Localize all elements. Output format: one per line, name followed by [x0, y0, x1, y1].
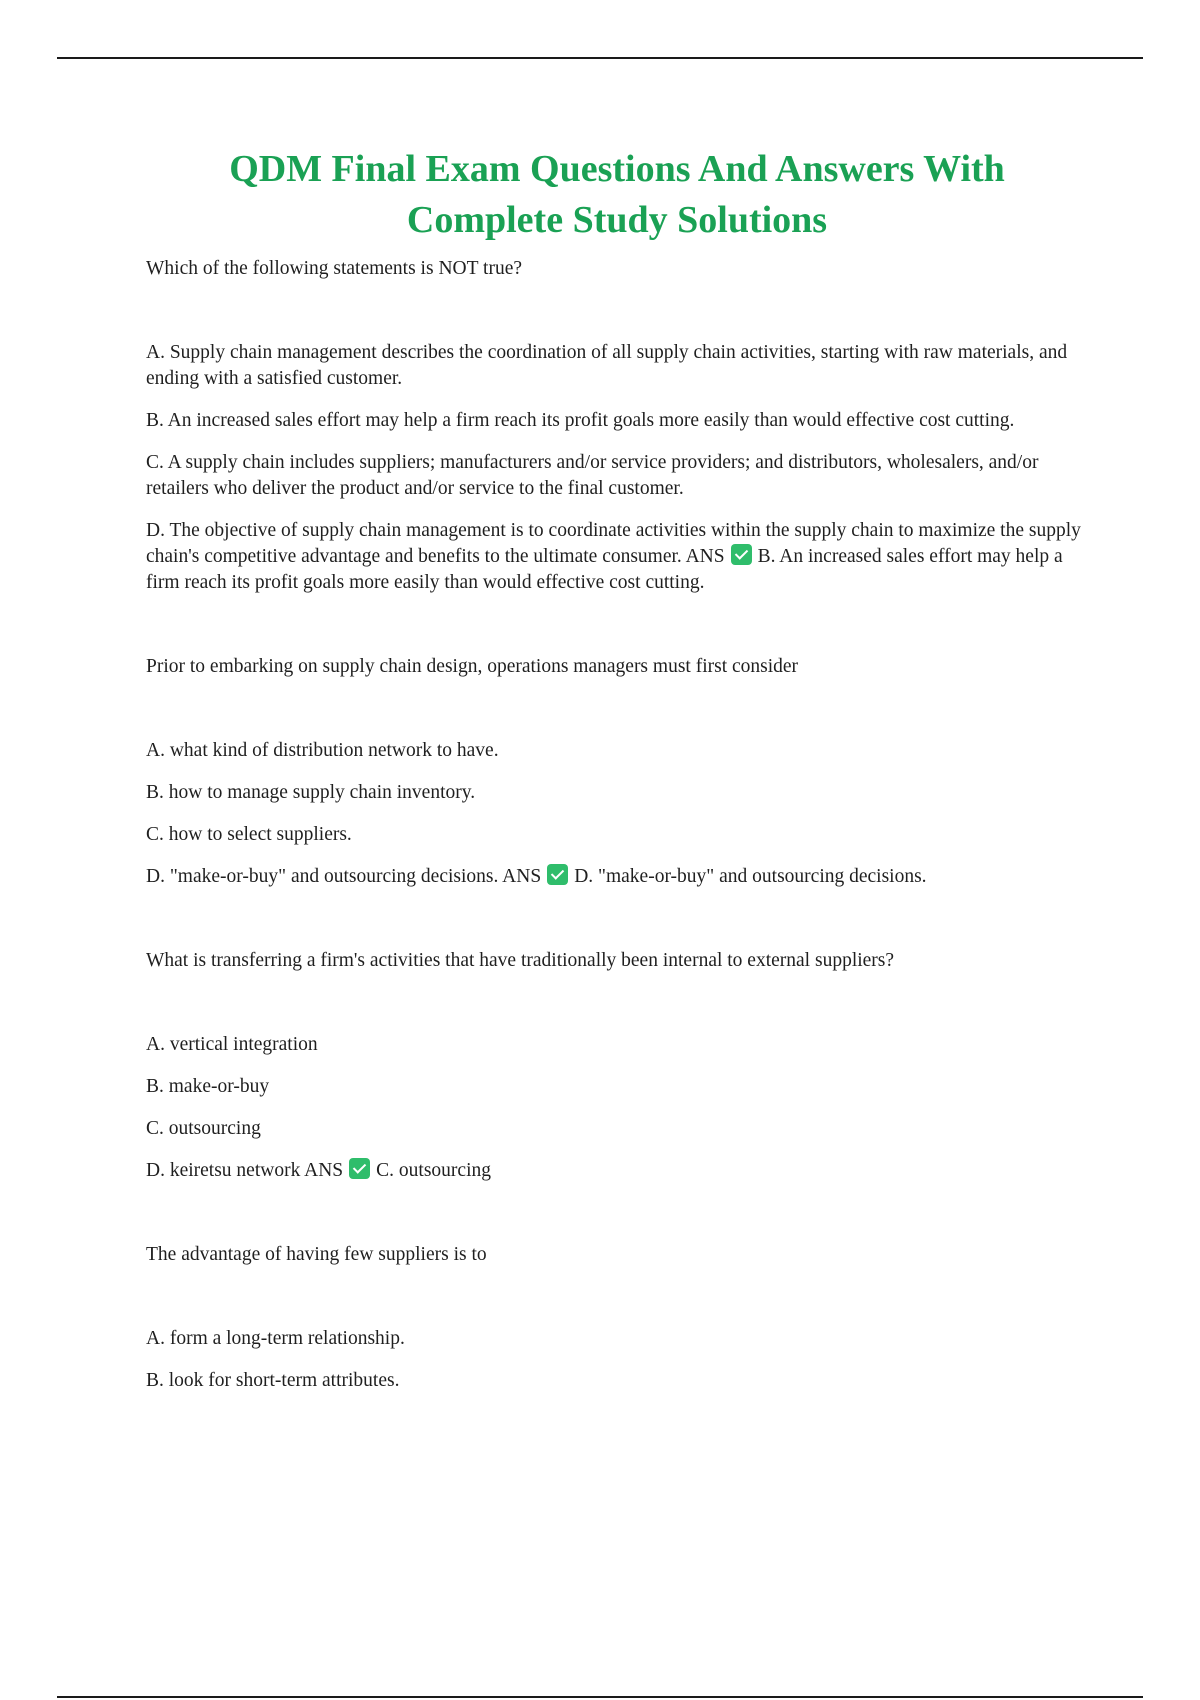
answer-option: B. look for short-term attributes.	[146, 1370, 400, 1391]
answer-option: A. Supply chain management describes the coordination of all supply chain activities, starting with raw materials, and ending with a satisfied customer.	[146, 342, 1068, 389]
top-rule	[57, 57, 1143, 59]
correct-answer-text: C. outsourcing	[376, 1160, 491, 1181]
question-block	[146, 256, 1096, 596]
bottom-rule	[57, 1696, 1143, 1698]
answer-option-with-key	[146, 864, 1096, 890]
document-title	[110, 144, 1124, 246]
title-line-1: QDM Final Exam Questions And Answers With	[229, 148, 1005, 190]
checkmark-box-icon	[349, 1158, 370, 1179]
question-text: Which of the following statements is NOT true?	[146, 258, 523, 279]
question-text: The advantage of having few suppliers is to	[146, 1244, 487, 1265]
document-body	[146, 256, 1096, 1410]
question-text: Prior to embarking on supply chain design, operations managers must first consider	[146, 656, 799, 677]
correct-answer-text: D. "make-or-buy" and outsourcing decisions.	[574, 866, 927, 887]
answer-option: C. outsourcing	[146, 1118, 261, 1139]
answer-option-with-key	[146, 518, 1096, 596]
correct-answer-text: B. An increased sales effort may help a firm reach its profit goals more easily than would effective cost cutting.	[146, 546, 1063, 593]
answer-option-text: D. "make-or-buy" and outsourcing decisions. ANS	[146, 866, 542, 887]
answer-option: B. make-or-buy	[146, 1076, 270, 1097]
question-block	[146, 1242, 1096, 1394]
answer-option: C. A supply chain includes suppliers; manufacturers and/or service providers; and distributors, wholesalers, and/or retailers who deliver the product and/or service to the final customer.	[146, 452, 1039, 499]
answer-option: B. An increased sales effort may help a firm reach its profit goals more easily than would effective cost cutting.	[146, 410, 1015, 431]
answer-option: A. what kind of distribution network to have.	[146, 740, 499, 761]
answer-option: C. how to select suppliers.	[146, 824, 352, 845]
answer-option-with-key	[146, 1158, 1096, 1184]
question-block	[146, 948, 1096, 1184]
checkmark-box-icon	[731, 544, 752, 565]
answer-option-text: D. The objective of supply chain management is to coordinate activities within the supply chain to maximize the supply chain's competitive advantage and benefits to the ultimate consumer. ANS	[146, 520, 1081, 567]
answer-option: A. form a long-term relationship.	[146, 1328, 405, 1349]
answer-option-text: D. keiretsu network ANS	[146, 1160, 344, 1181]
answer-option: A. vertical integration	[146, 1034, 318, 1055]
answer-option: B. how to manage supply chain inventory.	[146, 782, 476, 803]
checkmark-box-icon	[547, 864, 568, 885]
question-text: What is transferring a firm's activities that have traditionally been internal to external suppliers?	[146, 950, 895, 971]
title-line-2: Complete Study Solutions	[406, 199, 828, 241]
question-block	[146, 654, 1096, 890]
